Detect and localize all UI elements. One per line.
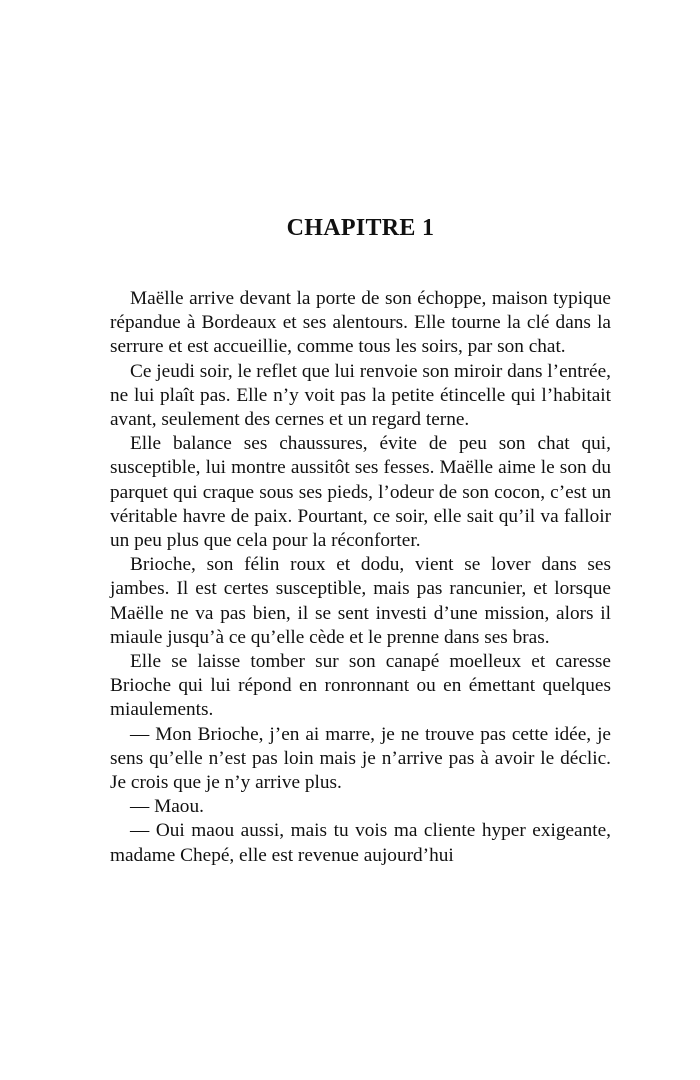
book-page	[110, 212, 611, 868]
paragraph: Maëlle arrive devant la porte de son échoppe, maison typique répandue à Bordeaux et ses alentours. Elle tourne la clé dans la serrure et est accueillie, comme tous les soirs, par son chat.	[110, 288, 611, 358]
paragraph: Elle se laisse tomber sur son canapé moelleux et caresse Brioche qui lui répond en ronronnant ou en émettant quelques miaulements.	[110, 651, 611, 721]
paragraph: Brioche, son félin roux et dodu, vient se lover dans ses jambes. Il est certes susceptible, mais pas rancunier, et lorsque Maëlle ne va pas bien, il se sent investi d’une mission, alors il miaule jusqu’à ce qu’elle cède et le prenne dans ses bras.	[110, 554, 611, 648]
dialogue-line: — Mon Brioche, j’en ai marre, je ne trouve pas cette idée, je sens qu’elle n’est pas loin mais je n’arrive pas à avoir le déclic. Je crois que je n’y arrive plus.	[110, 723, 611, 794]
dialogue-line: — Maou.	[130, 796, 204, 818]
paragraph: Ce jeudi soir, le reflet que lui renvoie son miroir dans l’entrée, ne lui plaît pas. Elle n’y voit pas la petite étincelle qui l’habitait avant, seulement des cernes et un regard terne.	[110, 360, 611, 431]
dialogue-line: — Oui maou aussi, mais tu vois ma cliente hyper exigeante, madame Chepé, elle est revenue aujourd’hui	[110, 820, 611, 866]
paragraph: Elle balance ses chaussures, évite de peu son chat qui, susceptible, lui montre aussitôt ses fesses. Maëlle aime le son du parquet qui craque sous ses pieds, l’odeur de son cocon, c’est un véritable havre de paix. Pourtant, ce soir, elle sait qu’il va falloir un peu plus que cela pour la réconforter.	[110, 433, 611, 552]
chapter-title: CHAPITRE 1	[286, 215, 435, 241]
